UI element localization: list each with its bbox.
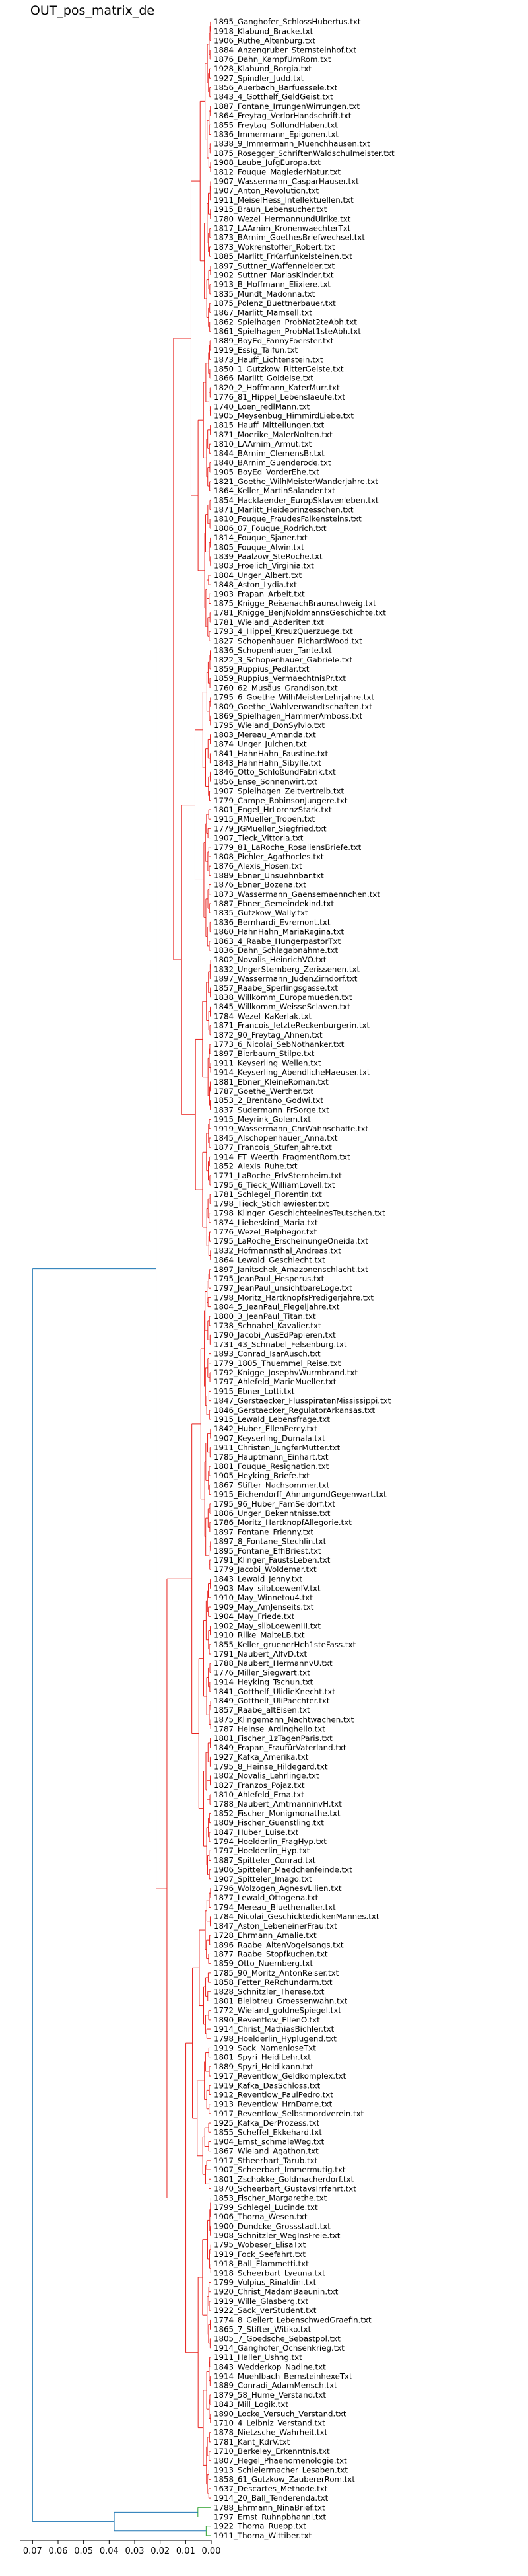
leaf-label: 1788_Naubert_HermannvU.txt: [214, 1659, 333, 1668]
leaf-label: 1804_5_JeanPaul_Flegeljahre.txt: [214, 1302, 340, 1312]
leaf-label: 1904_May_Friede.txt: [214, 1612, 295, 1622]
leaf-label: 1918_Scheerbart_Lyeuna.txt: [214, 2268, 325, 2278]
leaf-label: 1917_Reventlow_Selbstmordverein.txt: [214, 2108, 364, 2118]
leaf-label: 1917_Stheerbart_Tarub.txt: [214, 2155, 318, 2165]
leaf-label: 1869_Spielhagen_HammerAmboss.txt: [214, 711, 363, 721]
leaf-label: 1776_Miller_Siegwart.txt: [214, 1668, 310, 1678]
leaf-label: 1795_Wieland_DonSylvio.txt: [214, 721, 325, 731]
leaf-label: 1843_4_Gotthelf_GeldGeist.txt: [214, 92, 333, 102]
leaf-label: 1803_Froelich_Virginia.txt: [214, 561, 314, 571]
leaf-label: 1876_Ebner_Bozena.txt: [214, 880, 306, 890]
leaf-label: 1808_Pichler_Agathocles.txt: [214, 851, 324, 861]
x-tick-label: 0.04: [99, 2546, 119, 2556]
leaf-label: 1920_Christ_MadamBaeunin.txt: [214, 2287, 339, 2297]
leaf-label: 1843_Lewald_Jenny.txt: [214, 1574, 303, 1584]
leaf-label: 1788_Ehrmann_NinaBrief.txt: [214, 2503, 325, 2513]
leaf-label: 1913_B_Hoffmann_Elixiere.txt: [214, 279, 331, 289]
leaf-label: 1710_4_Leibniz_Verstand.txt: [214, 2418, 325, 2428]
leaf-label: 1917_Reventlow_Geldkomplex.txt: [214, 2071, 346, 2081]
leaf-label: 1874_Unger_Julchen.txt: [214, 739, 307, 749]
leaf-label: 1873_Hauff_Lichtenstein.txt: [214, 355, 323, 365]
leaf-label: 1798_Moritz_HartknopfsPredigerjahre.txt: [214, 1293, 374, 1303]
leaf-label: 1862_Spielhagen_ProbNat2teAbh.txt: [214, 317, 357, 327]
leaf-label: 1907_Wassermann_CasparHauser.txt: [214, 176, 359, 186]
leaf-label: 1710_Berkeley_Erkenntnis.txt: [214, 2447, 330, 2456]
leaf-label: 1873_Wokrenstoffer_Robert.txt: [214, 242, 335, 252]
leaf-label: 1820_2_Hoffmann_KaterMurr.txt: [214, 382, 340, 392]
leaf-label: 1832_Hofmannsthal_Andreas.txt: [214, 1246, 341, 1256]
leaf-label: 1893_Conrad_IsarAusch.txt: [214, 1349, 321, 1359]
leaf-label: 1904_Ernst_schmaleWeg.txt: [214, 2137, 325, 2147]
leaf-label: 1776_Wezel_Belphegor.txt: [214, 1227, 317, 1236]
leaf-label: 1817_LAArnim_KronenwaechterTxt: [214, 223, 351, 233]
leaf-label: 1787_Heinse_Ardinghello.txt: [214, 1724, 325, 1734]
leaf-label: 1907_Tieck_Vittoria.txt: [214, 833, 304, 843]
leaf-label: 1867_Marlitt_Mamsell.txt: [214, 308, 312, 318]
leaf-label: 1884_Anzengruber_Sternsteinhof.txt: [214, 45, 356, 55]
leaf-label: 1906_Thoma_Wesen.txt: [214, 2212, 308, 2222]
leaf-label: 1853_2_Brentano_Godwi.txt: [214, 1096, 323, 1106]
leaf-label: 1864_Freytag_VerlorHandschrift.txt: [214, 111, 352, 121]
leaf-label: 1871_Marlitt_Heideprinzesschen.txt: [214, 505, 354, 515]
leaf-label: 1911_Christen_JungferMutter.txt: [214, 1443, 341, 1452]
leaf-label: 1873_Wassermann_Gaensemaennchen.txt: [214, 889, 380, 899]
leaf-labels: [214, 17, 395, 2540]
leaf-label: 1910_May_Winnetou4.txt: [214, 1592, 313, 1602]
leaf-label: 1839_Paalzow_SteRoche.txt: [214, 552, 323, 561]
leaf-label: 1858_Fetter_ReRchundarm.txt: [214, 1978, 333, 1987]
leaf-label: 1927_Spindler_Judd.txt: [214, 73, 304, 83]
leaf-label: 1827_Schopenhauer_RichardWood.txt: [214, 636, 362, 646]
leaf-label: 1889_Spyri_Heidikann.txt: [214, 2061, 314, 2071]
leaf-label: 1843_Wedderkop_Nadine.txt: [214, 2362, 326, 2372]
leaf-label: 1827_Franzos_Pojaz.txt: [214, 1780, 305, 1790]
leaf-label: 1812_Fouque_MagiederNatur.txt: [214, 167, 341, 177]
leaf-label: 1890_Locke_Versuch_Verstand.txt: [214, 2409, 346, 2419]
leaf-label: 1781_Schlegel_Florentin.txt: [214, 1190, 322, 1199]
x-tick-label: 0.01: [176, 2546, 195, 2556]
leaf-label: 1779_1805_Thuemmel_Reise.txt: [214, 1358, 341, 1368]
leaf-label: 1784_Nicolai_GeschicktedickenMannes.txt: [214, 1912, 380, 1921]
leaf-label: 1804_Unger_Albert.txt: [214, 570, 302, 580]
leaf-label: 1838_9_Immermann_Muenchhausen.txt: [214, 139, 370, 149]
leaf-label: 1913_Reventlow_HrnDame.txt: [214, 2099, 333, 2109]
leaf-label: 1852_Fischer_Monigmonathe.txt: [214, 1808, 341, 1818]
leaf-label: 1907_Spitteler_Imago.txt: [214, 1874, 312, 1884]
leaf-label: 1885_Marlitt_FrKarfunkelsteinen.txt: [214, 252, 352, 262]
leaf-label: 1849_Gotthelf_UliPaechter.txt: [214, 1696, 330, 1706]
leaf-label: 1877_Raabe_Stopfkuchen.txt: [214, 1949, 328, 1959]
leaf-label: 1806_07_Fouque_Rodrich.txt: [214, 523, 327, 533]
leaf-label: 1805_Fouque_Alwin.txt: [214, 542, 304, 552]
leaf-label: 1908_Laube_JufgEuropa.txt: [214, 158, 321, 168]
leaf-label: 1876_Alexis_Hosen.txt: [214, 861, 302, 871]
leaf-label: 1832_UngerSternberg_Zerissenen.txt: [214, 964, 360, 974]
leaf-label: 1779_81_LaRoche_RosaliensBriefe.txt: [214, 842, 362, 852]
leaf-label: 1843_Mill_Logik.txt: [214, 2400, 288, 2410]
leaf-label: 1854_Hacklaender_EuropSklavenleben.txt: [214, 495, 379, 505]
leaf-label: 1787_Goethe_Werther.txt: [214, 1086, 314, 1096]
leaf-label: 1776_81_Hippel_Lebenslaeufe.txt: [214, 392, 346, 402]
leaf-label: 1887_Ebner_Gemeindekind.txt: [214, 898, 335, 908]
leaf-label: 1914_Heyking_Tschun.txt: [214, 1677, 314, 1687]
leaf-label: 1881_Ebner_KleineRoman.txt: [214, 1077, 329, 1087]
leaf-label: 1801_Zschokke_Goldmacherdorf.txt: [214, 2174, 354, 2184]
leaf-label: 1914_FT_Weerth_FragmentRom.txt: [214, 1152, 350, 1162]
x-tick-label: 0.07: [22, 2546, 42, 2556]
x-tick-label: 0.05: [74, 2546, 94, 2556]
leaf-label: 1905_Heyking_Briefe.txt: [214, 1471, 310, 1481]
leaf-label: 1911_Haller_Ushng.txt: [214, 2353, 302, 2363]
leaf-label: 1914_20_Ball_Tenderenda.txt: [214, 2493, 329, 2503]
leaf-label: 1797_Hoelderlin_Hyp.txt: [214, 1846, 310, 1856]
leaf-label: 1781_Knigge_BenjNoldmannsGeschichte.txt: [214, 608, 386, 618]
dendrogram-links: [32, 22, 211, 2536]
leaf-label: 1841_HahnHahn_Faustine.txt: [214, 748, 329, 758]
leaf-label: 1889_BoyEd_FannyFoerster.txt: [214, 336, 334, 345]
leaf-label: 1919_Wille_Glasberg.txt: [214, 2296, 308, 2306]
leaf-label: 1859_Ruppius_VermaechtnisPr.txt: [214, 674, 346, 684]
leaf-label: 1805_7_Goedsche_Sebastpol.txt: [214, 2334, 341, 2343]
leaf-label: 1913_Schleiermacher_Lesaben.txt: [214, 2465, 348, 2475]
leaf-label: 1731_43_Schnabel_Felsenburg.txt: [214, 1340, 347, 1349]
leaf-label: 1799_Schlegel_Lucinde.txt: [214, 2202, 318, 2212]
leaf-label: 1897_Suttner_Waffenneider.txt: [214, 261, 335, 271]
leaf-label: 1803_Mereau_Amanda.txt: [214, 730, 316, 740]
leaf-label: 1905_BoyEd_VorderEhe.txt: [214, 467, 319, 477]
leaf-label: 1865_7_Stifter_Witiko.txt: [214, 2324, 312, 2334]
leaf-label: 1914_Ganghofer_Ochsenkrieg.txt: [214, 2343, 345, 2353]
leaf-label: 1809_Fischer_Guenstling.txt: [214, 1818, 324, 1828]
x-tick-label: 0.03: [125, 2546, 145, 2556]
leaf-label: 1856_Auerbach_Barfuessele.txt: [214, 83, 338, 92]
leaf-label: 1795_96_Huber_FamSeldorf.txt: [214, 1499, 335, 1509]
leaf-label: 1801_Fouque_Resignation.txt: [214, 1462, 329, 1472]
leaf-label: 1907_Keyserling_Dumala.txt: [214, 1433, 325, 1443]
leaf-label: 1910_Rilke_MalteLB.txt: [214, 1630, 305, 1640]
leaf-label: 1908_Schnitzler_WegInsFreie.txt: [214, 2231, 341, 2240]
leaf-label: 1907_Scheerbart_Immermutig.txt: [214, 2165, 346, 2175]
leaf-label: 1786_Moritz_HartknopfAllegorie.txt: [214, 1518, 352, 1528]
leaf-label: 1861_Spielhagen_ProbNat1steAbh.txt: [214, 326, 361, 336]
leaf-label: 1911_MeiselHess_Intellektuellen.txt: [214, 195, 354, 205]
leaf-label: 1896_Raabe_AltenVogelsangs.txt: [214, 1940, 344, 1950]
leaf-label: 1857_Raabe_Sperlingsgasse.txt: [214, 983, 338, 993]
leaf-label: 1795_Wobeser_ElisaTxt: [214, 2240, 306, 2250]
leaf-label: 1796_Wolzogen_AgnesvLilien.txt: [214, 1884, 342, 1894]
leaf-label: 1838_Willkomm_Europamueden.txt: [214, 992, 352, 1002]
leaf-label: 1637_Descartes_Methode.txt: [214, 2484, 328, 2493]
leaf-label: 1740_Loen_redlMann.txt: [214, 402, 310, 411]
leaf-label: 1837_Sudermann_FrSorge.txt: [214, 1105, 329, 1115]
leaf-label: 1860_HahnHahn_MariaRegina.txt: [214, 927, 345, 937]
leaf-label: 1907_Spielhagen_Zeitvertreib.txt: [214, 786, 345, 796]
leaf-label: 1914_Christ_MathiasBichler.txt: [214, 2024, 335, 2034]
leaf-label: 1810_Fouque_FraudesFalkensteins.txt: [214, 514, 362, 524]
leaf-label: 1918_Klabund_Bracke.txt: [214, 26, 314, 36]
leaf-label: 1800_3_JeanPaul_Titan.txt: [214, 1311, 316, 1321]
x-axis: [20, 2540, 220, 2556]
leaf-label: 1844_BArnim_ClemensBr.txt: [214, 448, 325, 458]
leaf-label: 1857_Raabe_altEisen.txt: [214, 1705, 310, 1715]
leaf-label: 1846_Otto_SchloßundFabrik.txt: [214, 768, 336, 777]
leaf-label: 1785_90_Moritz_AntonReiser.txt: [214, 1968, 339, 1978]
leaf-label: 1801_Fischer_1zTagenParis.txt: [214, 1733, 333, 1743]
leaf-label: 1785_Hauptmann_Einhart.txt: [214, 1452, 329, 1462]
leaf-label: 1890_Reventlow_EllenO.txt: [214, 2015, 320, 2024]
leaf-label: 1914_Keyserling_AbendlicheHaeuser.txt: [214, 1067, 370, 1077]
leaf-label: 1848_Aston_Lydia.txt: [214, 580, 297, 590]
leaf-label: 1843_HahnHahn_Sibylle.txt: [214, 758, 321, 768]
leaf-label: 1911_Thoma_Wittiber.txt: [214, 2530, 312, 2540]
leaf-label: 1836_Bernhardi_Evremont.txt: [214, 917, 331, 927]
leaf-label: 1799_Vulpius_Rinaldini.txt: [214, 2277, 317, 2287]
leaf-label: 1795_8_Heinse_Hildegard.txt: [214, 1762, 328, 1771]
leaf-label: 1867_Wieland_Agathon.txt: [214, 2146, 319, 2156]
leaf-label: 1845_AIschopenhauer_Anna.txt: [214, 1133, 338, 1143]
leaf-label: 1810_Ahlefeld_Erna.txt: [214, 1790, 304, 1800]
leaf-label: 1914_Muehlbach_BernsteinhexeTxt: [214, 2371, 352, 2381]
leaf-label: 1915_Meyrink_Golem.txt: [214, 1114, 312, 1124]
leaf-label: 1927_Kafka_Amerika.txt: [214, 1752, 309, 1762]
leaf-label: 1728_Ehrmann_Amalie.txt: [214, 1931, 317, 1941]
leaf-label: 1922_Thoma_Ruepp.txt: [214, 2521, 306, 2531]
leaf-label: 1878_Nietzsche_Wahrheit.txt: [214, 2427, 328, 2437]
leaf-label: 1836_Dahn_Schlagabnahme.txt: [214, 945, 339, 955]
leaf-label: 1801_Spyri_HeidiLehr.txt: [214, 2052, 311, 2062]
leaf-label: 1876_Dahn_KampfUmRom.txt: [214, 54, 331, 64]
leaf-label: 1855_Scheffel_Ekkehard.txt: [214, 2128, 322, 2137]
leaf-label: 1863_4_Raabe_HungerpastorTxt: [214, 936, 341, 946]
leaf-label: 1797_Ahlefeld_MarieMueller.txt: [214, 1377, 337, 1387]
leaf-label: 1903_May_silbLoewenIV.txt: [214, 1583, 321, 1593]
leaf-label: 1828_Schnitzler_Therese.txt: [214, 1987, 325, 1997]
leaf-label: 1871_Francois_letzteReckenburgerin.txt: [214, 1020, 370, 1030]
leaf-label: 1911_Keyserling_Wellen.txt: [214, 1058, 321, 1068]
leaf-label: 1919_Wassermann_ChrWahnschaffe.txt: [214, 1124, 369, 1133]
leaf-label: 1791_Klinger_FaustsLeben.txt: [214, 1556, 331, 1565]
leaf-label: 1790_Jacobi_AusEdPapieren.txt: [214, 1330, 336, 1340]
leaf-label: 1922_Sack_verStudent.txt: [214, 2306, 317, 2316]
leaf-label: 1772_Wieland_goldneSpiegel.txt: [214, 2005, 341, 2015]
leaf-label: 1912_Reventlow_PaulPedro.txt: [214, 2090, 333, 2100]
leaf-label: 1864_Keller_MartinSalander.txt: [214, 486, 335, 496]
leaf-label: 1900_Dundcke_Grossstadt.txt: [214, 2221, 331, 2231]
leaf-label: 1919_Essig_Taifun.txt: [214, 345, 298, 355]
leaf-label: 1872_90_Freytag_Ahnen.txt: [214, 1030, 323, 1040]
leaf-label: 1875_Knigge_ReisenachBraunschweig.txt: [214, 598, 376, 608]
leaf-label: 1835_Gutzkow_Wally.txt: [214, 908, 308, 918]
leaf-label: 1915_RMueller_Tropen.txt: [214, 814, 315, 824]
leaf-label: 1802_Novalis_HeinrichVO.txt: [214, 955, 327, 965]
leaf-label: 1919_Fock_Seefahrt.txt: [214, 2249, 306, 2259]
leaf-label: 1858_61_Gutzkow_ZaubererRom.txt: [214, 2474, 356, 2484]
leaf-label: 1784_Wezel_KaKerlak.txt: [214, 1011, 312, 1021]
leaf-label: 1793_4_Hippel_KreuzQuerzuege.txt: [214, 627, 353, 637]
leaf-label: 1907_Anton_Revolution.txt: [214, 186, 319, 196]
leaf-label: 1810_LAArnim_Armut.txt: [214, 439, 312, 449]
leaf-label: 1779_Jacobi_Woldemar.txt: [214, 1565, 317, 1575]
leaf-label: 1906_Ruthe_Altenburg.txt: [214, 36, 316, 46]
leaf-label: 1841_Gotthelf_UlidieKnecht.txt: [214, 1686, 335, 1696]
leaf-label: 1897_Fontane_Frlenny.txt: [214, 1527, 314, 1537]
leaf-label: 1798_Tieck_Stichlewiester.txt: [214, 1199, 329, 1209]
leaf-label: 1792_Knigge_JosephvWurmbrand.txt: [214, 1368, 358, 1378]
leaf-label: 1738_Schnabel_Kavalier.txt: [214, 1321, 321, 1331]
leaf-label: 1806_Unger_Bekenntnisse.txt: [214, 1509, 331, 1519]
leaf-label: 1874_Liebeskind_Maria.txt: [214, 1217, 318, 1227]
leaf-label: 1781_Kant_KdrV.txt: [214, 2437, 290, 2447]
leaf-label: 1879_58_Hume_Verstand.txt: [214, 2390, 327, 2400]
leaf-label: 1814_Fouque_Sjaner.txt: [214, 533, 308, 543]
leaf-label: 1871_Moerike_MalerNolten.txt: [214, 429, 333, 439]
leaf-label: 1840_BArnim_Guenderode.txt: [214, 458, 331, 468]
leaf-label: 1867_Stifter_Nachsommer.txt: [214, 1480, 330, 1490]
leaf-label: 1791_Naubert_AlfvD.txt: [214, 1649, 308, 1659]
leaf-label: 1873_BArnim_GoethesBriefwechsel.txt: [214, 233, 365, 242]
leaf-label: 1925_Kafka_DerProzess.txt: [214, 2118, 320, 2128]
leaf-label: 1802_Novalis_Lehrlinge.txt: [214, 1771, 319, 1781]
leaf-label: 1853_Fischer_Margarethe.txt: [214, 2193, 327, 2203]
leaf-label: 1864_Lewald_Geschlecht.txt: [214, 1255, 325, 1265]
leaf-label: 1801_Engel_HrLorenzStark.txt: [214, 805, 332, 814]
leaf-label: 1870_Scheerbart_GustavsIrrfahrt.txt: [214, 2184, 356, 2194]
leaf-label: 1875_Rosegger_SchriftenWaldschulmeister.txt: [214, 148, 395, 158]
leaf-label: 1835_Mundt_Madonna.txt: [214, 289, 315, 299]
leaf-label: 1773_6_Nicolai_SebNothanker.txt: [214, 1039, 345, 1049]
leaf-label: 1903_Frapan_Arbeit.txt: [214, 589, 305, 599]
leaf-label: 1902_May_silbLoewenIII.txt: [214, 1621, 321, 1631]
leaf-label: 1855_Keller_gruenerHch1steFass.txt: [214, 1639, 356, 1649]
leaf-label: 1889_Conradi_AdamMensch.txt: [214, 2380, 337, 2390]
leaf-label: 1760_62_Musäus_Grandison.txt: [214, 683, 338, 693]
x-tick-label: 0.06: [48, 2546, 68, 2556]
leaf-label: 1866_Marlitt_Goldelse.txt: [214, 373, 314, 383]
leaf-label: 1798_Hoelderlin_Hyplugend.txt: [214, 2034, 337, 2044]
leaf-label: 1797_JeanPaul_unsichtbareLoge.txt: [214, 1283, 352, 1293]
leaf-label: 1897_Bierbaum_Stilpe.txt: [214, 1049, 315, 1059]
leaf-label: 1845_Willkomm_WeisseSclaven.txt: [214, 1002, 350, 1012]
leaf-label: 1795_JeanPaul_Hesperus.txt: [214, 1274, 325, 1283]
leaf-label: 1807_Hegel_Phaenomenologie.txt: [214, 2456, 347, 2466]
leaf-label: 1875_Polenz_Buettnerbauer.txt: [214, 299, 336, 308]
leaf-label: 1919_Sack_NamenloseTxt: [214, 2043, 316, 2053]
leaf-label: 1850_1_Gutzkow_RitterGeiste.txt: [214, 364, 344, 374]
leaf-label: 1877_Francois_Stufenjahre.txt: [214, 1143, 332, 1153]
leaf-label: 1847_Gerstaecker_FlusspiratenMississippi.txt: [214, 1396, 391, 1406]
leaf-label: 1915_Eichendorff_AhnungundGegenwart.txt: [214, 1489, 387, 1499]
leaf-label: 1897_Wassermann_JudenZirndorf.txt: [214, 974, 358, 984]
leaf-label: 1849_Frapan_FraufürVaterland.txt: [214, 1743, 346, 1753]
leaf-label: 1780_Wezel_HermannundUlrike.txt: [214, 214, 351, 224]
leaf-label: 1836_Schopenhauer_Tante.txt: [214, 645, 332, 655]
leaf-label: 1877_Lewald_Ottogena.txt: [214, 1893, 319, 1903]
leaf-label: 1797_Ernst_Ruhnpbhanni.txt: [214, 2512, 327, 2522]
leaf-label: 1889_Ebner_Unsuehnbar.txt: [214, 871, 324, 880]
leaf-label: 1887_Spitteler_Conrad.txt: [214, 1855, 316, 1865]
leaf-label: 1779_Campe_RobinsonJungere.txt: [214, 795, 348, 805]
leaf-label: 1795_6_Goethe_WilhMeisterLehrjahre.txt: [214, 692, 374, 702]
leaf-label: 1836_Immermann_Epigonen.txt: [214, 129, 339, 139]
leaf-label: 1875_Klingemann_Nachtwachen.txt: [214, 1715, 354, 1725]
leaf-label: 1847_Aston_LebeneinerFrau.txt: [214, 1921, 337, 1931]
x-tick-label: 0.00: [201, 2546, 221, 2556]
leaf-label: 1905_Meysenbug_HimmirdLiebe.txt: [214, 411, 354, 421]
leaf-label: 1847_Huber_Luise.txt: [214, 1827, 299, 1837]
leaf-label: 1774_8_Gellert_LebenschwedGraefin.txt: [214, 2315, 372, 2325]
leaf-label: 1919_Kafka_DasSchloss.txt: [214, 2081, 321, 2091]
x-tick-label: 0.02: [150, 2546, 170, 2556]
leaf-label: 1887_Fontane_IrrungenWirrungen.txt: [214, 101, 360, 111]
leaf-label: 1895_Fontane_EffiBriest.txt: [214, 1546, 321, 1556]
leaf-label: 1809_Goethe_Wahlverwandtschaften.txt: [214, 701, 372, 711]
leaf-label: 1821_Goethe_WilhMeisterWanderjahre.txt: [214, 476, 378, 486]
leaf-label: 1906_Spitteler_Maedchenfeinde.txt: [214, 1865, 352, 1875]
leaf-label: 1859_Ruppius_Pedlar.txt: [214, 664, 310, 674]
leaf-label: 1781_Wieland_Abderiten.txt: [214, 617, 325, 627]
leaf-label: 1798_Klinger_GeschichteeinesTeutschen.txt: [214, 1208, 385, 1218]
leaf-label: 1902_Suttner_MariasKinder.txt: [214, 270, 334, 280]
leaf-label: 1795_LaRoche_ErscheinungeOneida.txt: [214, 1236, 368, 1246]
leaf-label: 1897_8_Fontane_Stechlin.txt: [214, 1536, 327, 1546]
leaf-label: 1822_3_Schopenhauer_Gabriele.txt: [214, 655, 353, 664]
leaf-label: 1915_Braun_Lebensucher.txt: [214, 205, 327, 215]
leaf-label: 1846_Gerstaecker_RegulatorArkansas.txt: [214, 1405, 376, 1415]
leaf-label: 1928_Klabund_Borgia.txt: [214, 64, 312, 74]
leaf-label: 1794_Mereau_Bluethenalter.txt: [214, 1902, 336, 1912]
leaf-label: 1895_Ganghofer_SchlossHubertus.txt: [214, 17, 361, 27]
leaf-label: 1915_Ebner_Lotti.txt: [214, 1386, 295, 1396]
leaf-label: 1794_Hoelderlin_FragHyp.txt: [214, 1837, 327, 1847]
leaf-label: 1852_Alexis_Ruhe.txt: [214, 1161, 298, 1171]
leaf-label: 1771_LaRoche_FrlvSternheim.txt: [214, 1170, 342, 1180]
leaf-label: 1801_Bleibtreu_Groessenwahn.txt: [214, 1996, 348, 2006]
chart-title: OUT_pos_matrix_de: [30, 3, 155, 18]
leaf-label: 1815_Hauff_Mitteilungen.txt: [214, 420, 325, 430]
leaf-label: 1788_Naubert_AmtmanninvH.txt: [214, 1799, 342, 1809]
leaf-label: 1842_Huber_EllenPercy.txt: [214, 1424, 317, 1434]
leaf-label: 1915_Lewald_Lebensfrage.txt: [214, 1415, 331, 1425]
leaf-label: 1855_Freytag_SollundHaben.txt: [214, 120, 338, 130]
leaf-label: 1795_6_Tieck_WilliamLovell.txt: [214, 1180, 335, 1190]
leaf-label: 1779_JGMueller_Siegfried.txt: [214, 824, 327, 834]
leaf-label: 1856_Ense_Sonnenwirt.txt: [214, 777, 317, 787]
leaf-label: 1918_Ball_Flammetti.txt: [214, 2259, 309, 2269]
leaf-label: 1859_Otto_Nuernberg.txt: [214, 1958, 314, 1968]
leaf-label: 1897_Janitschek_Amazonenschlacht.txt: [214, 1264, 368, 1274]
leaf-label: 1909_May_AmJenseits.txt: [214, 1602, 314, 1612]
